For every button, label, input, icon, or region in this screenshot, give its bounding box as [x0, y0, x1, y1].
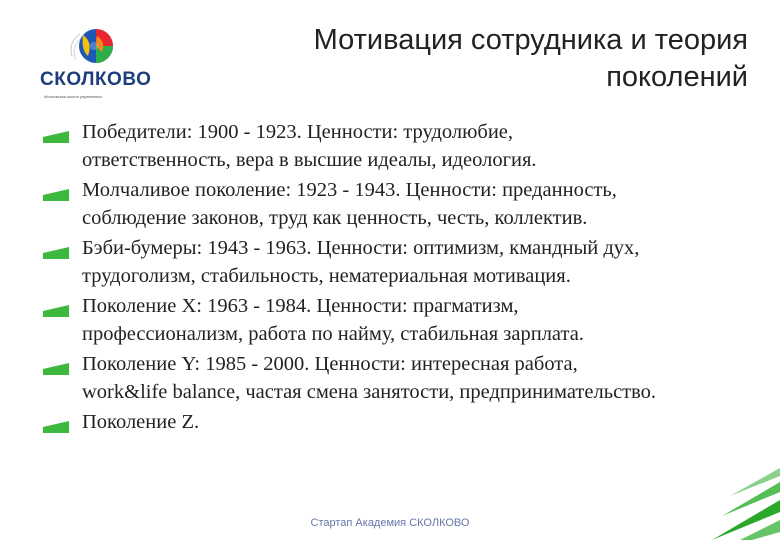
slide-title	[228, 22, 748, 96]
bullet-text: Молчаливое поколение: 1923 - 1943. Ценности: преданность, соблюдение законов, труд как ценность, честь, коллектив.	[82, 179, 617, 229]
logo-wordmark: СКОЛКОВО	[40, 69, 152, 90]
skolkovo-globe-icon	[66, 26, 122, 72]
slide-title-line-2: поколений	[606, 61, 748, 93]
bullet-text: Поколение Y: 1985 - 2000. Ценности: интересная работа, work&life balance, частая смена занятости, предпринимательство.	[82, 353, 657, 403]
bullet-item	[42, 292, 762, 350]
skolkovo-logo	[40, 26, 150, 106]
bullet-item	[42, 118, 762, 176]
bullet-text: Бэби-бумеры: 1943 - 1963. Ценности: оптимизм, кмандный дух, трудоголизм, стабильность, нематериальная мотивация.	[82, 237, 640, 287]
bullet-text: Поколение X: 1963 - 1984. Ценности: прагматизм, профессионализм, работа по найму, стабильная зарплата.	[82, 295, 584, 345]
green-bullet-icon	[42, 362, 70, 376]
logo-subtitle: Московская школа управления	[44, 94, 102, 99]
green-bullet-icon	[42, 246, 70, 260]
bullet-text: Поколение Z.	[82, 411, 200, 433]
bullet-item	[42, 176, 762, 234]
green-bullet-icon	[42, 304, 70, 318]
green-bullet-icon	[42, 188, 70, 202]
bullet-item	[42, 234, 762, 292]
green-bullet-icon	[42, 420, 70, 434]
decorative-green-stripes	[700, 460, 780, 540]
footer-text: Стартап Академия СКОЛКОВО	[310, 517, 470, 529]
slide-title-line-1: Мотивация сотрудника и теория	[313, 24, 748, 56]
green-bullet-icon	[42, 130, 70, 144]
bullet-item	[42, 408, 762, 466]
bullet-list	[42, 118, 762, 466]
bullet-item	[42, 350, 762, 408]
bullet-text: Победители: 1900 - 1923. Ценности: трудолюбие, ответственность, вера в высшие идеалы, идеология.	[82, 121, 537, 171]
